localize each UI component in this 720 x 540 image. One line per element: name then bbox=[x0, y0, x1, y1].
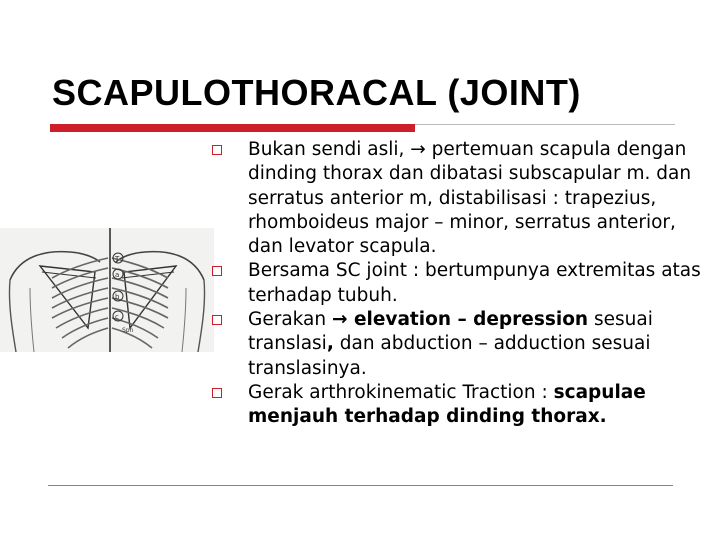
bullet-text: pertemuan scapula dengan dinding thorax dan dibatasi subscapular m. dan serratus anterior m, distabilisasi : trapezius, rhomboideus major – minor, serratus anterior, dan levator scapula. bbox=[248, 139, 692, 258]
scapula-anatomy-figure bbox=[0, 228, 214, 352]
bullet-square-icon bbox=[212, 266, 222, 276]
bullet-square-icon bbox=[212, 315, 222, 325]
arrow-right-icon: → bbox=[410, 139, 426, 160]
bullet-text: Bersama SC joint : bertumpunya extremitas atas terhadap tubuh. bbox=[248, 260, 701, 306]
bullet-text: Bukan sendi asli, bbox=[248, 139, 411, 160]
footer-rule bbox=[48, 485, 673, 486]
bullet-item bbox=[210, 381, 715, 430]
bullet-text-bold: , bbox=[326, 333, 334, 355]
bullet-text-bold: elevation – depression bbox=[347, 309, 589, 331]
bullet-text: Gerak arthrokinematic Traction : bbox=[248, 381, 554, 403]
bullet-text: sesuai translasi bbox=[248, 309, 653, 355]
bullet-item bbox=[210, 308, 715, 381]
slide-title: SCAPULOTHORACAL (JOINT) bbox=[52, 72, 581, 113]
figure-label-t: T bbox=[115, 255, 120, 263]
figure-label-a: a bbox=[115, 271, 120, 279]
bullet-square-icon bbox=[212, 145, 222, 155]
bullet-list bbox=[210, 138, 715, 430]
figure-label-spine: Spn bbox=[122, 327, 134, 334]
bullet-item bbox=[210, 259, 715, 308]
bullet-square-icon bbox=[212, 388, 222, 398]
arrow-right-icon: → bbox=[332, 309, 348, 331]
bullet-text-bold: scapulae menjauh terhadap dinding thorax. bbox=[248, 381, 646, 428]
figure-label-c: c bbox=[115, 313, 119, 321]
title-underline-red bbox=[50, 124, 415, 132]
figure-label-b: b bbox=[115, 293, 120, 301]
scapula-drawing bbox=[0, 228, 214, 352]
bullet-item bbox=[210, 138, 715, 259]
bullet-text: dan abduction – adduction sesuai translasinya. bbox=[248, 333, 651, 379]
bullet-text: Gerakan bbox=[248, 309, 332, 331]
